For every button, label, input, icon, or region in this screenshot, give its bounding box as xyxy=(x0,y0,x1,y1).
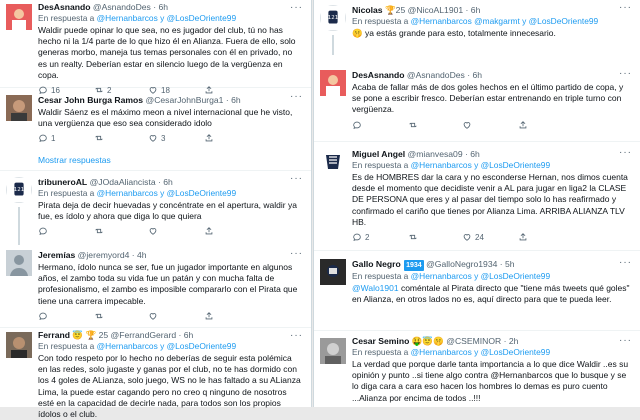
reply-count: 2 xyxy=(365,232,370,242)
reply-prefix: En respuesta a xyxy=(352,347,409,357)
avatar[interactable] xyxy=(6,95,32,121)
like-button[interactable] xyxy=(148,133,165,143)
right-thread-column xyxy=(313,0,640,407)
heart-icon xyxy=(148,133,158,143)
tweet-actions xyxy=(38,311,303,323)
retweet-button[interactable] xyxy=(94,311,104,321)
like-count: 3 xyxy=(161,133,166,143)
reply-to-link[interactable]: @Hernanbarcos y @LosDeOriente99 xyxy=(96,188,237,198)
tweet-text: Hermano, ídolo nunca se ser, fue un jugador importante en algunos años, el zambo toda su vida fue un patán y con mucha falta de profesionalismo, el zambo es imposible compararlo con el Pirata que tiene una carrera impecable. xyxy=(38,262,298,306)
reply-button[interactable] xyxy=(38,133,55,143)
author-handle[interactable]: @GalloNegro1934 · 5h xyxy=(426,259,515,269)
share-button[interactable] xyxy=(518,232,528,242)
reply-prefix: En respuesta a xyxy=(352,16,409,26)
like-button[interactable] xyxy=(462,120,472,130)
reply-to-link[interactable]: @Hernanbarcos y @LosDeOriente99 xyxy=(410,347,551,357)
retweet-button[interactable] xyxy=(408,232,418,242)
reply-prefix: En respuesta a xyxy=(38,13,95,23)
more-options-icon[interactable]: ··· xyxy=(619,335,632,346)
tweet[interactable] xyxy=(314,333,640,407)
author-handle[interactable]: @CesarJohnBurga1 · 6h xyxy=(145,95,241,105)
retweet-icon xyxy=(408,232,418,242)
retweet-button[interactable] xyxy=(408,120,418,130)
reply-prefix: En respuesta a xyxy=(352,160,409,170)
author-name[interactable]: DesAsnando xyxy=(38,2,91,12)
like-count: 18 xyxy=(161,85,170,95)
more-options-icon[interactable]: ··· xyxy=(290,2,303,13)
author-name[interactable]: DesAsnando xyxy=(352,70,405,80)
tweet-text: La verdad que porque darle tanta importancia a lo que dice Waldir ..es su opinión y punto ..si tiene algo contra @Hernanbarcos que lo busque y se lo diga cara a cara eso hacen los hombres lo demas es puro cuento ...Alianza por encima de todos ..!!! xyxy=(352,359,629,403)
author-handle[interactable]: @AsnandoDes · 6h xyxy=(406,70,483,80)
retweet-count: 2 xyxy=(107,85,112,95)
share-button[interactable] xyxy=(518,120,528,130)
emoji-badges: 🏆25 xyxy=(384,5,406,15)
tweet-actions xyxy=(38,226,303,238)
author-handle[interactable]: @CSEMINOR · 2h xyxy=(446,336,519,346)
left-thread-column xyxy=(0,0,312,420)
retweet-icon xyxy=(94,133,104,143)
tweet[interactable] xyxy=(314,66,640,142)
tweet-text: Acaba de fallar más de dos goles hechos en el último partido de copa, y se pone a escribir fresco. Deberían estar entrenando en triple turno con vergüenza. xyxy=(352,82,624,115)
reply-prefix: En respuesta a xyxy=(38,188,95,198)
reply-prefix: En respuesta a xyxy=(352,271,409,281)
avatar[interactable] xyxy=(320,70,346,96)
heart-icon xyxy=(148,311,158,321)
emoji-badges: 😇 🏆 25 xyxy=(72,330,109,340)
author-handle[interactable]: @mianvesa09 · 6h xyxy=(407,149,480,159)
author-name[interactable]: Ferrand xyxy=(38,330,70,340)
author-handle[interactable]: @NicoAL1901 · 6h xyxy=(407,5,481,15)
avatar[interactable] xyxy=(6,332,32,358)
tweet-text: ya estás grande para esto, totalmente innecesario. xyxy=(364,28,556,38)
thread-connector xyxy=(18,207,20,245)
svg-text:121: 121 xyxy=(13,186,25,193)
more-options-icon[interactable]: ··· xyxy=(619,147,632,158)
mention-link[interactable]: @Walo1901 xyxy=(352,283,399,293)
author-name[interactable]: Cesar John Burga Ramos xyxy=(38,95,144,105)
share-icon xyxy=(204,133,214,143)
reply-button[interactable] xyxy=(352,120,362,130)
tweet-actions xyxy=(352,232,632,244)
retweet-button[interactable] xyxy=(94,226,104,236)
tweet-text: Con todo respeto por lo hecho no deberías de seguir esta polémica en las redes, solo jugaste y ganas por el club, no te has dormido con los 4 goles de ALianza, solo juego, WS no le has faltado a su ALianza Lima, la puede estar cagando pero no creo q ninguno de nosotros esté en la capacidad de decirle nada, para todos son los propios ídolos o el club. xyxy=(38,353,301,420)
show-replies-link[interactable]: Mostrar respuestas xyxy=(38,155,111,165)
emoji-badges: 🤑😇🤫 xyxy=(411,336,444,346)
tweet[interactable] xyxy=(314,255,640,331)
tweet[interactable] xyxy=(0,0,311,95)
more-options-icon[interactable]: ··· xyxy=(290,91,303,102)
share-icon xyxy=(204,311,214,321)
retweet-icon xyxy=(94,311,104,321)
like-count: 24 xyxy=(475,232,484,242)
heart-icon xyxy=(462,232,472,242)
tweet[interactable] xyxy=(0,328,311,420)
reply-icon xyxy=(38,311,48,321)
avatar[interactable] xyxy=(6,250,32,276)
reply-button[interactable] xyxy=(352,232,369,242)
share-icon xyxy=(518,232,528,242)
reply-to-link[interactable]: @Hernanbarcos y @LosDeOriente99 xyxy=(96,13,237,23)
reply-icon xyxy=(38,226,48,236)
author-name[interactable]: Miguel Angel xyxy=(352,149,406,159)
like-button[interactable] xyxy=(148,226,158,236)
reply-icon xyxy=(352,232,362,242)
tweet-text: Waldir puede opinar lo que sea, no es jugador del club, tú no has hecho ni la 1/4 parte de lo que hizo él en Alianza. Fuera de ello, solo generas morbo, maneja tus temas personales con él en privado, no es un realty. Deberían estar en silencio luego de la vergüenza en copa. xyxy=(38,25,296,80)
number-badge: 1934 xyxy=(406,262,422,269)
more-options-icon[interactable]: ··· xyxy=(290,173,303,184)
retweet-button[interactable] xyxy=(94,133,104,143)
author-handle[interactable]: @AsnandoDes · 6h xyxy=(92,2,169,12)
like-button[interactable] xyxy=(462,232,484,242)
reply-prefix: En respuesta a xyxy=(38,341,95,351)
avatar[interactable] xyxy=(320,149,346,175)
avatar[interactable] xyxy=(320,259,346,285)
tweet[interactable] xyxy=(0,171,311,246)
more-options-icon[interactable]: ··· xyxy=(290,248,303,259)
author-name[interactable]: Nicolas xyxy=(352,5,383,15)
author-name[interactable]: tribuneroAL xyxy=(38,177,88,187)
avatar[interactable] xyxy=(320,5,346,31)
reply-icon xyxy=(38,133,48,143)
reply-button[interactable] xyxy=(38,226,48,236)
like-button[interactable] xyxy=(148,311,158,321)
more-options-icon[interactable]: ··· xyxy=(619,68,632,79)
reply-icon xyxy=(352,120,362,130)
reply-to-link[interactable]: @Hernanbarcos y @LosDeOriente99 xyxy=(410,160,551,170)
author-name[interactable]: Jeremías xyxy=(38,250,76,260)
tweet-text: Pirata deja de decir huevadas y concéntrate en el apertura, waldir ya fue, es ídolo y ahora que diga lo que quiera xyxy=(38,200,297,222)
tweet-text: coméntale al Pirata directo que "tiene más tweets qué goles" en Alianza, en otros lados no es, aquí directo para que te pueda leer. xyxy=(352,283,630,305)
avatar[interactable] xyxy=(320,338,346,364)
author-name[interactable]: Cesar Semino xyxy=(352,336,410,346)
more-options-icon[interactable]: ··· xyxy=(619,257,632,268)
author-handle[interactable]: @JOdaAliancista · 6h xyxy=(89,177,173,187)
reply-count: 16 xyxy=(51,85,60,95)
tweet-text: Waldir Sáenz es el máximo meon a nivel internacional que he visto, una vergüenza que eso sea considerado idolo xyxy=(38,107,293,129)
share-icon xyxy=(518,120,528,130)
author-handle[interactable]: @jeremyord4 · 4h xyxy=(77,250,147,260)
reply-count: 1 xyxy=(51,133,56,143)
more-options-icon[interactable]: ··· xyxy=(619,2,632,13)
reply-to-link[interactable]: @Hernanbarcos @makgarmt y @LosDeOriente99 xyxy=(410,16,599,26)
tweet-actions xyxy=(38,133,303,145)
share-button[interactable] xyxy=(204,226,214,236)
svg-text:121: 121 xyxy=(327,14,339,21)
shrug-emoji: 🤫 xyxy=(352,28,365,38)
tweet[interactable] xyxy=(314,145,640,251)
author-handle[interactable]: @FerrandGerard · 6h xyxy=(110,330,194,340)
reply-button[interactable] xyxy=(38,311,48,321)
author-name[interactable]: Gallo Negro xyxy=(352,259,401,269)
tweet[interactable] xyxy=(314,0,640,52)
thread-connector xyxy=(332,35,334,55)
share-button[interactable] xyxy=(204,311,214,321)
tweet[interactable] xyxy=(0,246,311,328)
avatar[interactable] xyxy=(6,4,32,30)
avatar[interactable] xyxy=(6,177,32,203)
reply-to-link[interactable]: @Hernanbarcos y @LosDeOriente99 xyxy=(96,341,237,351)
reply-to-link[interactable]: @Hernanbarcos y @LosDeOriente99 xyxy=(410,271,551,281)
tweet-text: Es de HOMBRES dar la cara y no esconderse Hernan, nos dimos cuenta desde el momento que decidiste venir a AL para jugar en liga2 la CLASE DE PERSONA que eres y al pasar del tiempo solo lo has reafirmado y confirmado el cariño que tienes por Alianza Lima. ARRIBA ALIANZA TLV HB. xyxy=(352,172,628,227)
tweet-actions xyxy=(352,120,632,132)
more-options-icon[interactable]: ··· xyxy=(290,330,303,341)
share-button[interactable] xyxy=(204,133,214,143)
heart-icon xyxy=(148,226,158,236)
heart-icon xyxy=(462,120,472,130)
retweet-icon xyxy=(408,120,418,130)
retweet-icon xyxy=(94,226,104,236)
share-icon xyxy=(204,226,214,236)
